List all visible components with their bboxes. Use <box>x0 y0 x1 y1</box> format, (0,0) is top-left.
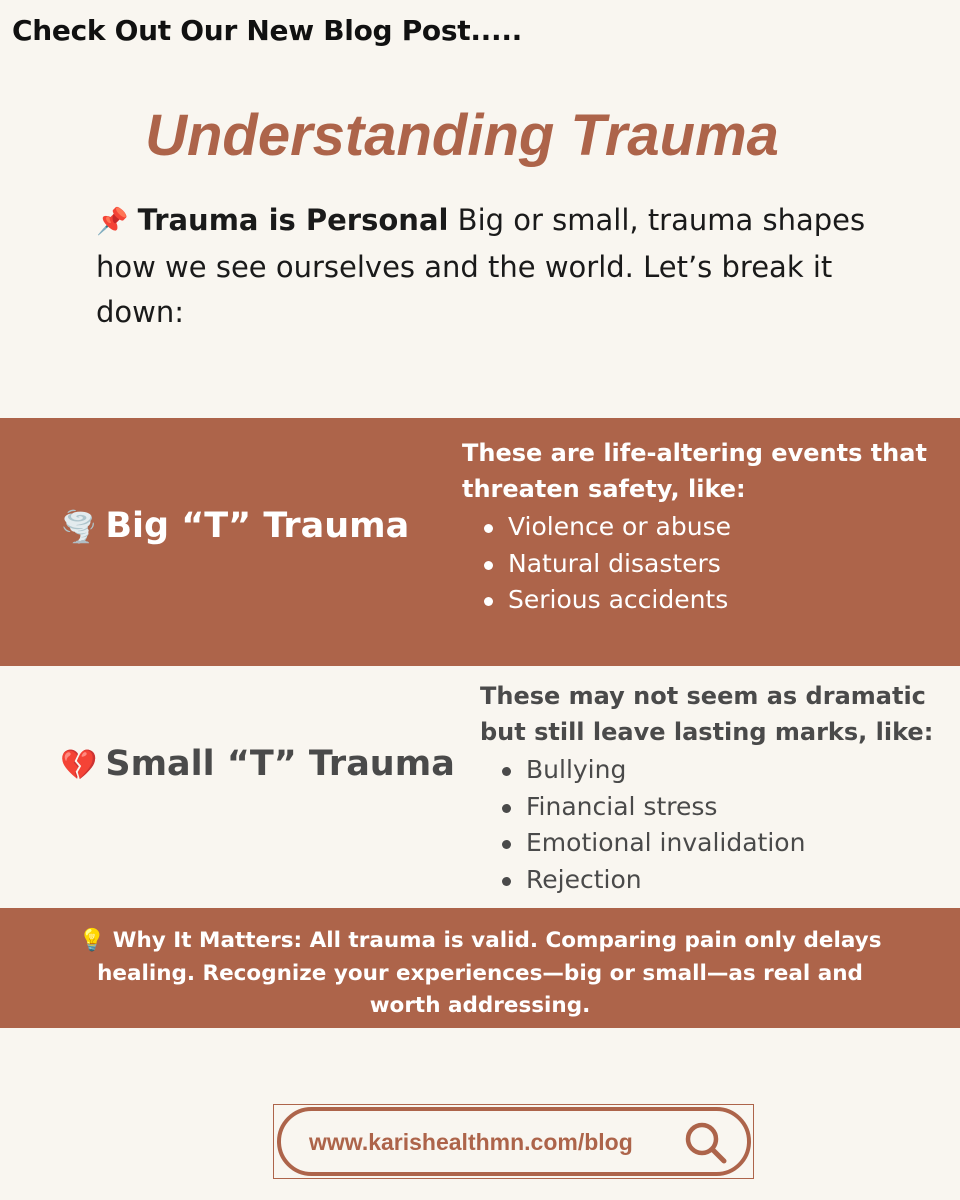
big-t-heading <box>60 506 409 546</box>
intro-text: Big or small, trauma shapes how we see ourselves and the world. Let’s break it down: <box>96 203 866 329</box>
small-t-list <box>480 752 940 898</box>
search-icon[interactable] <box>683 1120 729 1166</box>
small-t-description <box>480 678 940 898</box>
blog-url-link[interactable]: www.karishealthmn.com/blog <box>309 1129 633 1155</box>
small-t-heading-label: Small “T” Trauma <box>105 744 455 784</box>
intro-paragraph <box>96 198 876 335</box>
intro-lead: Trauma is Personal <box>137 203 449 237</box>
blog-search-bar[interactable] <box>277 1107 751 1176</box>
tornado-icon: 🌪️ <box>60 510 98 545</box>
list-item: Serious accidents <box>508 582 932 619</box>
list-item: Emotional invalidation <box>526 825 940 862</box>
page-title: Understanding Trauma <box>145 103 779 168</box>
big-t-description-text: These are life-altering events that threaten safety, like: <box>462 439 927 503</box>
lightbulb-icon: 💡 <box>78 928 106 953</box>
big-t-heading-label: Big “T” Trauma <box>105 506 410 546</box>
list-item: Violence or abuse <box>508 509 932 546</box>
small-t-description-text: These may not seem as dramatic but still leave lasting marks, like: <box>480 682 934 746</box>
pushpin-icon: 📌 <box>96 207 129 237</box>
big-t-description <box>462 435 932 619</box>
big-t-list <box>462 509 932 619</box>
list-item: Bullying <box>526 752 940 789</box>
list-item: Rejection <box>526 862 940 899</box>
list-item: Natural disasters <box>508 546 932 583</box>
why-it-matters-text: Why It Matters: All trauma is valid. Comparing pain only delays healing. Recognize your experiences—big or small—as real and worth addressing. <box>97 928 882 1018</box>
why-it-matters <box>60 925 900 1023</box>
broken-heart-icon: 💔 <box>60 748 98 783</box>
small-t-heading <box>60 744 455 784</box>
list-item: Financial stress <box>526 789 940 826</box>
header-text: Check Out Our New Blog Post..... <box>12 14 522 47</box>
